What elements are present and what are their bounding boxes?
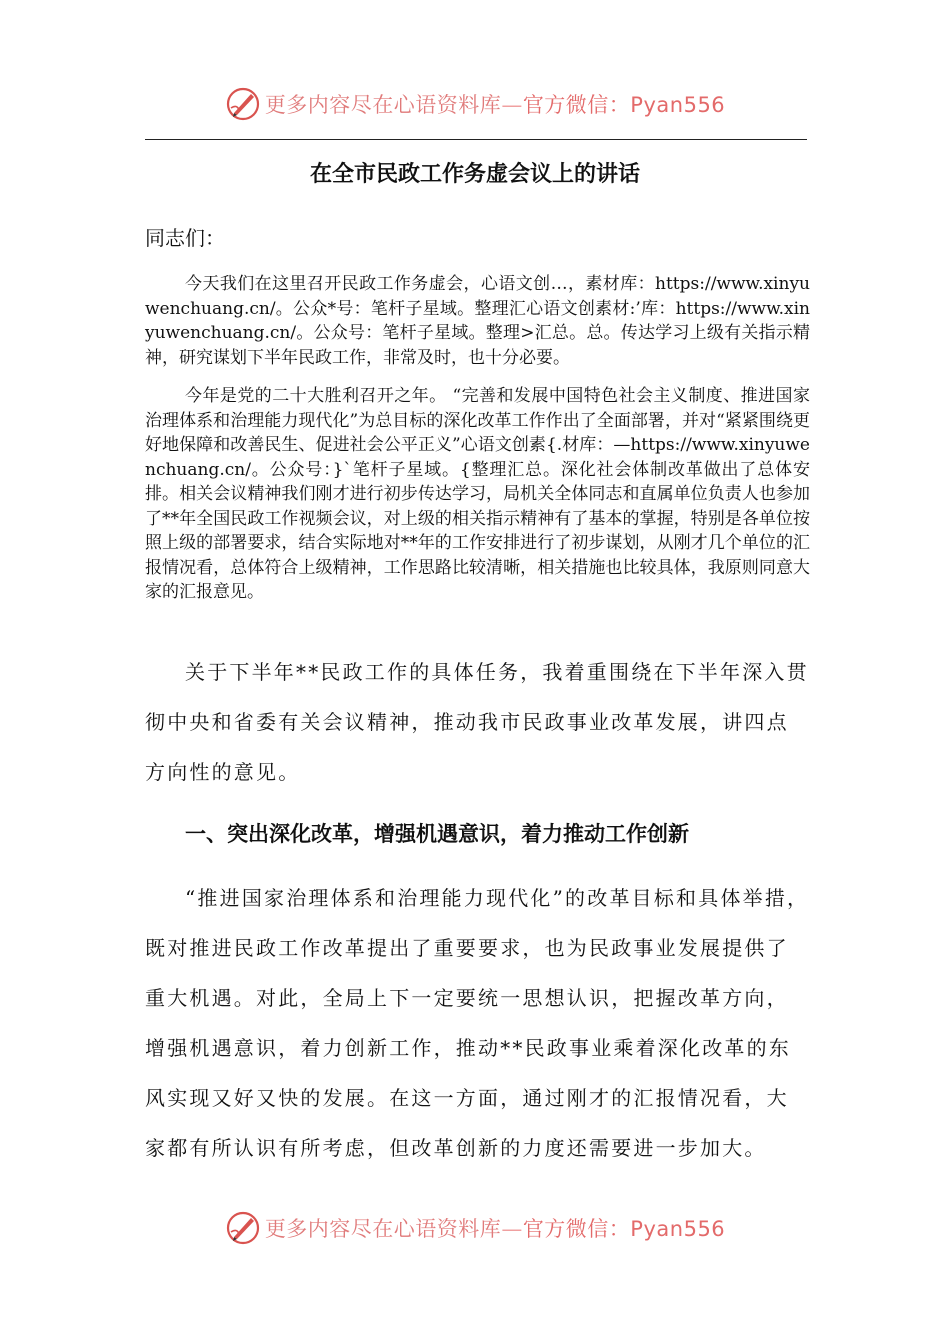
paragraph-1: 今天我们在这里召开民政工作务虚会，心语文创…，素材库：https://www.xinyuwenchuang.cn/。公众*号：笔杆子星域。整理汇心语文创素材:’库：https://www.xinyuwenchuang.cn/。公众号：笔杆子星域。整理>汇总。总。传达学习上级有关指示精神，研究谋划下半年民政工作，非常及时，也十分必要。	[145, 274, 810, 368]
pen-logo-icon	[225, 1210, 261, 1246]
greeting: 同志们：	[145, 226, 225, 250]
banner-wechat: 官方微信：Pyan556	[522, 93, 726, 117]
banner-wechat: 官方微信：Pyan556	[522, 1217, 726, 1241]
paragraph-3: 关于下半年**民政工作的具体任务，我着重围绕在下半年深入贯彻中央和省委有关会议精神，推动我市民政事业改革发展，讲四点方向性的意见。	[145, 660, 809, 784]
footer-banner	[0, 1208, 950, 1248]
banner-text: 更多内容尽在心语资料库	[264, 93, 502, 117]
banner-separator: —	[501, 1217, 523, 1241]
banner-separator: —	[501, 93, 523, 117]
document-title: 在全市民政工作务虚会议上的讲话	[309, 162, 640, 187]
banner-text: 更多内容尽在心语资料库	[264, 1217, 502, 1241]
header-rule	[145, 139, 807, 140]
header-banner	[0, 84, 950, 124]
pen-logo-icon	[225, 86, 261, 122]
section-1-paragraph: “推进国家治理体系和治理能力现代化”的改革目标和具体举措，既对推进民政工作改革提出了重要要求，也为民政事业发展提供了重大机遇。对此，全局上下一定要统一思想认识，把握改革方向，增强机遇意识，着力创新工作，推动**民政事业乘着深化改革的东风实现又好又快的发展。在这一方面，通过刚才的汇报情况看，大家都有所认识有所考虑，但改革创新的力度还需要进一步加大。	[145, 886, 810, 1160]
paragraph-2: 今年是党的二十大胜利召开之年。 “完善和发展中国特色社会主义制度、推进国家治理体系和治理能力现代化”为总目标的深化改革工作作出了全面部署，并对“紧紧围绕更好地保障和改善民生、促进社会公平正义”心语文创素{.材库：—https://www.xinyuwenchuang.cn/。公众号：}`笔杆子星域。{整理汇总。深化社会体制改革做出了总体安排。相关会议精神我们刚才进行初步传达学习，局机关全体同志和直属单位负责人也参加了**年全国民政工作视频会议，对上级的相关指示精神有了基本的掌握，特别是各单位按照上级的部署要求，结合实际地对**年的工作安排进行了初步谋划，从刚才几个单位的汇报情况看，总体符合上级精神，工作思路比较清晰，相关措施也比较具体，我原则同意大家的汇报意见。	[145, 386, 810, 602]
section-1-heading: 一、突出深化改革，增强机遇意识，着力推动工作创新	[185, 822, 689, 846]
